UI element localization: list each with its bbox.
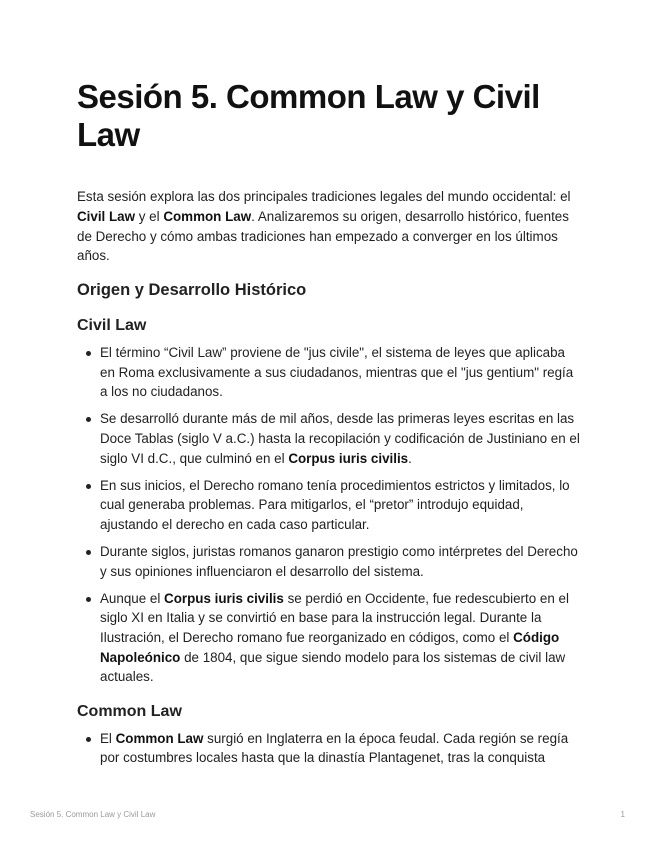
document-page [77, 78, 580, 775]
footer-title: Sesión 5. Common Law y Civil Law [30, 810, 156, 819]
list-item-bold: Common Law [115, 730, 204, 746]
civil-law-list [77, 343, 580, 687]
list-item-text: Durante siglos, juristas romanos ganaron prestigio como intérpretes del Derecho y sus opiniones influenciaron el desarrollo del sistema. [100, 544, 578, 579]
page-title: Sesión 5. Common Law y Civil Law [77, 78, 540, 153]
intro-paragraph [77, 187, 580, 266]
list-item-text: de 1804, que sigue siendo modelo para los sistemas de civil law actuales. [100, 649, 566, 685]
section-heading-origen: Origen y Desarrollo Histórico [77, 281, 307, 300]
list-item [77, 729, 580, 768]
subheading-common-law: Common Law [77, 702, 182, 720]
list-item-bold: Corpus iuris civilis [164, 590, 284, 606]
list-item-text: . [408, 450, 412, 466]
intro-bold-civil-law: Civil Law [77, 208, 136, 224]
list-item [77, 542, 580, 581]
list-item [77, 476, 580, 535]
list-item-bold: Código Napoleónico [100, 629, 560, 665]
list-item-bold: Corpus iuris civilis [288, 450, 409, 466]
intro-text: y el [135, 208, 164, 224]
intro-text: . Analizaremos su origen, desarrollo histórico, fuentes de Derecho y cómo ambas tradiciones han empezado a converger en los últimos años. [77, 208, 569, 264]
page-footer [30, 810, 625, 819]
list-item-text: El [100, 730, 116, 746]
intro-bold-common-law: Common Law [163, 208, 252, 224]
common-law-list [77, 729, 580, 768]
list-item [77, 343, 580, 402]
list-item-text: En sus inicios, el Derecho romano tenía procedimientos estrictos y limitados, lo cual generaba problemas. Para mitigarlos, el “pretor” introdujo equidad, ajustando el derecho en cada caso particular. [100, 477, 570, 532]
intro-text: Esta sesión explora las dos principales tradiciones legales del mundo occidental: el [77, 189, 571, 204]
list-item [77, 589, 580, 687]
list-item-text: Se desarrolló durante más de mil años, desde las primeras leyes escritas en las Doce Tablas (siglo V a.C.) hasta la recopilación y codificación de Justiniano en el siglo VI d.C., que culminó en el [100, 411, 580, 466]
list-item-text: se perdió en Occidente, fue redescubierto en el siglo XI en Italia y se convirtió en base para la instrucción legal. Durante la Ilustración, el Derecho romano fue reorganizado en códigos, como el [100, 590, 569, 645]
page-number: 1 [620, 810, 625, 819]
subheading-civil-law: Civil Law [77, 317, 147, 335]
list-item-text: surgió en Inglaterra en la época feudal. Cada región se regía por costumbres locales hasta que la dinastía Plantagenet, tras la conquista [100, 730, 569, 766]
list-item-text: El término “Civil Law” proviene de "jus civile", el sistema de leyes que aplicaba en Roma exclusivamente a sus ciudadanos, mientras que el "jus gentium" regía a los no ciudadanos. [100, 345, 574, 400]
list-item-text: Aunque el [100, 590, 165, 606]
list-item [77, 409, 580, 468]
